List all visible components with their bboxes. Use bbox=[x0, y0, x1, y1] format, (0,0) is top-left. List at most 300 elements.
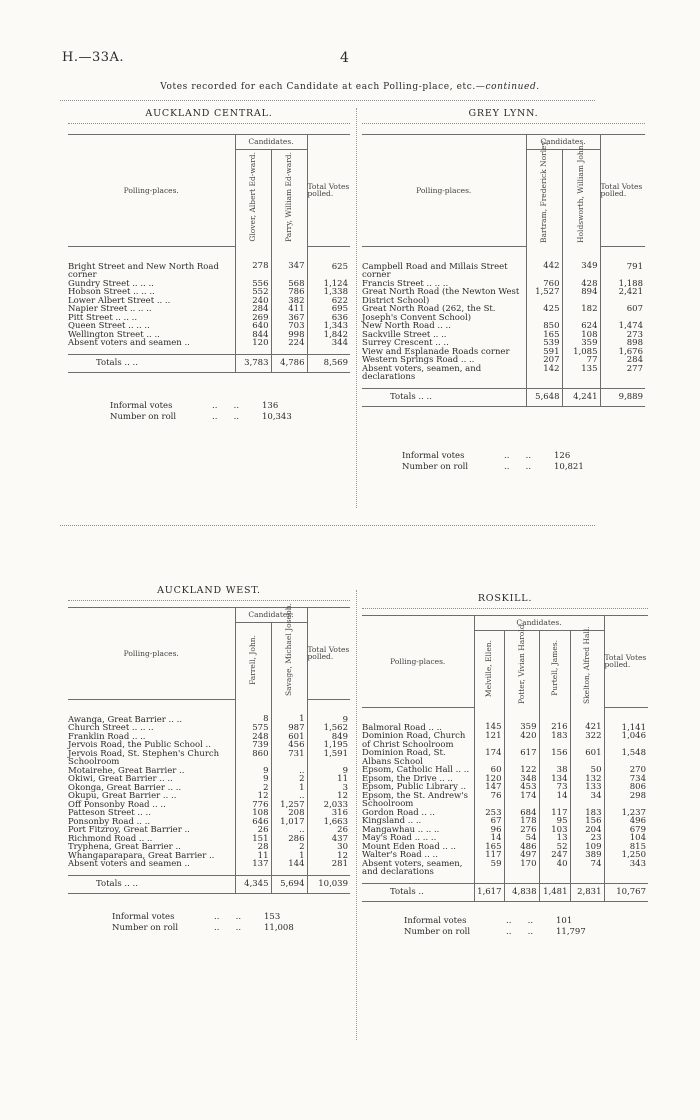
vote-count: 28 bbox=[235, 843, 271, 852]
row-total: 9 bbox=[307, 699, 350, 724]
table-row bbox=[362, 749, 648, 766]
number-on-roll-label: Number on roll bbox=[110, 412, 177, 422]
row-total: 26 bbox=[307, 826, 350, 835]
polling-place: Sackville Street .. .. bbox=[362, 329, 447, 340]
candidates-header: Candidates. bbox=[474, 616, 604, 631]
vote-count: 132 bbox=[570, 775, 604, 784]
row-total: 625 bbox=[307, 246, 350, 280]
title-rule bbox=[362, 123, 645, 124]
vote-count: 117 bbox=[474, 851, 504, 860]
polling-place: Dominion Road, St. Albans School bbox=[362, 748, 446, 767]
vote-count: 122 bbox=[504, 766, 539, 775]
vote-count: 601 bbox=[271, 733, 307, 742]
vote-count: 240 bbox=[235, 297, 271, 306]
vote-count: 998 bbox=[271, 331, 307, 340]
title-rule bbox=[68, 600, 350, 601]
vote-count: 54 bbox=[504, 834, 539, 843]
candidate-name: Parry, William Ed-ward. bbox=[284, 152, 294, 243]
vote-count: 14 bbox=[474, 834, 504, 843]
table-row bbox=[68, 699, 350, 724]
informal-votes-label: Informal votes bbox=[404, 916, 467, 926]
polling-place: Richmond Road .. .. bbox=[68, 833, 153, 844]
polling-place: Jervois Road, the Public School .. bbox=[68, 740, 211, 750]
polling-place: Whangaparapara, Great Barrier .. bbox=[68, 850, 215, 861]
vote-count: 174 bbox=[474, 749, 504, 766]
candidate-total: 1,481 bbox=[539, 883, 570, 902]
polling-place: Okonga, Great Barrier .. .. bbox=[68, 782, 182, 793]
row-total: 273 bbox=[600, 331, 645, 340]
grand-total: 10,767 bbox=[604, 883, 648, 902]
vote-count: 786 bbox=[271, 288, 307, 297]
vote-count: 12 bbox=[235, 792, 271, 801]
row-total: 1,188 bbox=[600, 280, 645, 289]
polling-place: Patteson Street .. .. bbox=[68, 808, 151, 818]
polling-place: Epsom, Catholic Hall .. .. bbox=[362, 765, 470, 775]
vote-count: .. bbox=[271, 792, 307, 801]
vote-count: 359 bbox=[562, 339, 600, 348]
polling-place: Campbell Road and Millais Street corner bbox=[362, 261, 508, 280]
total-votes-header: Total Votes polled. bbox=[600, 135, 645, 247]
vote-count: 2 bbox=[271, 775, 307, 784]
vote-count: 347 bbox=[271, 246, 307, 280]
vote-count: 207 bbox=[526, 356, 562, 365]
vote-count: .. bbox=[271, 767, 307, 776]
vote-count: 646 bbox=[235, 818, 271, 827]
totals-row bbox=[362, 388, 645, 407]
row-total: 284 bbox=[600, 356, 645, 365]
candidate-total: 2,831 bbox=[570, 883, 604, 902]
total-votes-header: Total Votes polled. bbox=[307, 608, 350, 700]
table-row bbox=[362, 365, 645, 389]
polling-place: Western Springs Road .. .. bbox=[362, 355, 475, 365]
row-total: 679 bbox=[604, 826, 648, 835]
row-total: 496 bbox=[604, 817, 648, 826]
row-total: 9 bbox=[307, 767, 350, 776]
grand-total: 8,569 bbox=[307, 354, 350, 373]
results-table bbox=[68, 603, 350, 896]
number-on-roll-value: 11,008 bbox=[264, 923, 294, 933]
vote-count: 420 bbox=[504, 732, 539, 749]
row-total: 1,663 bbox=[307, 818, 350, 827]
vote-count: 174 bbox=[504, 792, 539, 809]
vote-count: 170 bbox=[504, 860, 539, 884]
row-total: 1,591 bbox=[307, 750, 350, 767]
polling-place: Epsom, the St. Andrew's Schoolroom bbox=[362, 790, 468, 809]
vote-count: 156 bbox=[570, 817, 604, 826]
section-title: AUCKLAND WEST. bbox=[157, 585, 261, 596]
row-total: 1,842 bbox=[307, 331, 350, 340]
polling-place: Okiwi, Great Barrier .. .. bbox=[68, 774, 173, 784]
vote-count: 428 bbox=[562, 280, 600, 289]
row-total: 104 bbox=[604, 834, 648, 843]
vote-count: 96 bbox=[474, 826, 504, 835]
vote-count: 591 bbox=[526, 348, 562, 357]
row-total: 806 bbox=[604, 783, 648, 792]
vote-count: 11 bbox=[235, 852, 271, 861]
row-total: 1,195 bbox=[307, 741, 350, 750]
section-title: GREY LYNN. bbox=[468, 108, 539, 119]
row-total: 1,548 bbox=[604, 749, 648, 766]
vote-count: 216 bbox=[539, 707, 570, 732]
page-caption bbox=[0, 82, 700, 92]
number-on-roll-label: Number on roll bbox=[402, 462, 469, 472]
vote-count: 67 bbox=[474, 817, 504, 826]
vote-count: 640 bbox=[235, 322, 271, 331]
polling-place: Church Street .. .. .. bbox=[68, 723, 154, 733]
polling-place: Gundry Street .. .. .. bbox=[68, 278, 154, 289]
polling-place: Tryphena, Great Barrier .. bbox=[68, 842, 181, 852]
section-auckland-central bbox=[68, 108, 350, 423]
candidate-total: 4,241 bbox=[562, 388, 600, 407]
informal-votes-label: Informal votes bbox=[402, 451, 465, 461]
polling-place: Great North Road (the Newton West District School) bbox=[362, 287, 520, 306]
row-total: 277 bbox=[600, 365, 645, 389]
row-total: 607 bbox=[600, 305, 645, 322]
table-row bbox=[362, 288, 645, 305]
totals-label: Totals .. .. bbox=[68, 875, 235, 894]
row-total: 1,676 bbox=[600, 348, 645, 357]
vote-count: 144 bbox=[271, 860, 307, 875]
vote-count: 77 bbox=[562, 356, 600, 365]
row-total: 30 bbox=[307, 843, 350, 852]
table-row bbox=[68, 750, 350, 767]
candidate-total: 4,838 bbox=[504, 883, 539, 902]
table-row bbox=[362, 792, 648, 809]
candidate-total: 5,694 bbox=[271, 875, 307, 894]
row-total: 2,421 bbox=[600, 288, 645, 305]
vote-count: 1 bbox=[271, 784, 307, 793]
vote-count: 178 bbox=[504, 817, 539, 826]
vote-count: 165 bbox=[474, 843, 504, 852]
vote-count: 776 bbox=[235, 801, 271, 810]
table-row bbox=[362, 732, 648, 749]
informal-votes-value: 126 bbox=[554, 451, 571, 461]
table-row bbox=[362, 860, 648, 884]
results-table bbox=[362, 615, 648, 904]
results-table bbox=[68, 134, 350, 375]
vote-count: 120 bbox=[474, 775, 504, 784]
polling-place: View and Esplanade Roads corner bbox=[362, 346, 510, 357]
vote-count: 9 bbox=[235, 767, 271, 776]
polling-place: Motairehe, Great Barrier .. bbox=[68, 765, 185, 776]
vote-count: 38 bbox=[539, 766, 570, 775]
candidates-header: Candidates. bbox=[235, 608, 307, 623]
vote-count: 137 bbox=[235, 860, 271, 875]
totals-row bbox=[68, 354, 350, 373]
polling-place: Absent voters and seamen .. bbox=[68, 859, 190, 869]
section-title: AUCKLAND CENTRAL. bbox=[145, 108, 273, 119]
row-total: 622 bbox=[307, 297, 350, 306]
totals-row bbox=[362, 883, 648, 902]
vote-count: 26 bbox=[235, 826, 271, 835]
polling-place: Pitt Street .. .. .. bbox=[68, 312, 138, 323]
vote-count: 183 bbox=[539, 732, 570, 749]
row-total: 1,338 bbox=[307, 288, 350, 297]
vote-count: 601 bbox=[570, 749, 604, 766]
row-total: 11 bbox=[307, 775, 350, 784]
vote-count: 134 bbox=[539, 775, 570, 784]
vote-count: 703 bbox=[271, 322, 307, 331]
vote-count: 204 bbox=[570, 826, 604, 835]
candidates-header: Candidates. bbox=[526, 135, 600, 150]
table-row bbox=[362, 707, 648, 732]
total-votes-header: Total Votes polled. bbox=[307, 135, 350, 247]
vote-count: 247 bbox=[539, 851, 570, 860]
number-on-roll-label: Number on roll bbox=[112, 923, 179, 933]
section-divider-rule bbox=[60, 525, 595, 526]
vote-count: 348 bbox=[504, 775, 539, 784]
vote-count: 60 bbox=[474, 766, 504, 775]
polling-places-header: Polling-places. bbox=[362, 135, 526, 247]
row-total: 316 bbox=[307, 809, 350, 818]
vote-count: .. bbox=[271, 826, 307, 835]
vote-count: 497 bbox=[504, 851, 539, 860]
row-total: 3 bbox=[307, 784, 350, 793]
vote-count: 208 bbox=[271, 809, 307, 818]
row-total: 1,474 bbox=[600, 322, 645, 331]
vote-count: 23 bbox=[570, 834, 604, 843]
table-row bbox=[68, 339, 350, 354]
vote-count: 13 bbox=[539, 834, 570, 843]
polling-place: Hobson Street .. .. .. bbox=[68, 287, 155, 297]
polling-places-header: Polling-places. bbox=[68, 135, 235, 247]
row-total: 1,237 bbox=[604, 809, 648, 818]
informal-summary: Informal votes .. .. 136 Number on roll .. .. 10,343 bbox=[110, 401, 292, 422]
row-total: 298 bbox=[604, 792, 648, 809]
vote-count: 1,085 bbox=[562, 348, 600, 357]
polling-place: Lower Albert Street .. .. bbox=[68, 295, 171, 306]
vote-count: 142 bbox=[526, 365, 562, 389]
page-number: 4 bbox=[340, 50, 349, 66]
candidate-total: 1,617 bbox=[474, 883, 504, 902]
vote-count: 156 bbox=[539, 749, 570, 766]
row-total: 343 bbox=[604, 860, 648, 884]
vote-count: 74 bbox=[570, 860, 604, 884]
row-total: 1,562 bbox=[307, 724, 350, 733]
vote-count: 760 bbox=[526, 280, 562, 289]
totals-label: Totals .. .. bbox=[362, 388, 526, 407]
column-divider-bottom bbox=[356, 590, 357, 1040]
row-total: 849 bbox=[307, 733, 350, 742]
polling-place: Awanga, Great Barrier .. .. bbox=[68, 714, 183, 725]
number-on-roll-value: 11,797 bbox=[556, 927, 586, 937]
polling-place: May's Road .. .. .. bbox=[362, 833, 437, 843]
vote-count: 34 bbox=[570, 792, 604, 809]
results-table bbox=[362, 134, 645, 409]
grand-total: 10,039 bbox=[307, 875, 350, 894]
vote-count: 486 bbox=[504, 843, 539, 852]
row-total: 1,250 bbox=[604, 851, 648, 860]
vote-count: 425 bbox=[526, 305, 562, 322]
vote-count: 145 bbox=[474, 707, 504, 732]
grand-total: 9,889 bbox=[600, 388, 645, 407]
section-auckland-west bbox=[68, 585, 350, 934]
candidate-name: Holdsworth, William John. bbox=[576, 143, 586, 244]
vote-count: 135 bbox=[562, 365, 600, 389]
candidate-total: 5,648 bbox=[526, 388, 562, 407]
vote-count: 411 bbox=[271, 305, 307, 314]
polling-place: Port Fitzroy, Great Barrier .. bbox=[68, 825, 190, 835]
informal-votes-label: Informal votes bbox=[110, 401, 173, 411]
polling-place: Napier Street .. .. .. bbox=[68, 304, 152, 314]
row-total: 1,124 bbox=[307, 280, 350, 289]
row-total: 791 bbox=[600, 246, 645, 280]
candidate-name: Melville, Ellen. bbox=[484, 639, 494, 697]
polling-place: Queen Street .. .. .. bbox=[68, 321, 150, 331]
polling-place: Franklin Road .. .. bbox=[68, 731, 146, 742]
vote-count: 73 bbox=[539, 783, 570, 792]
vote-count: 9 bbox=[235, 775, 271, 784]
vote-count: 278 bbox=[235, 246, 271, 280]
row-total: 1,046 bbox=[604, 732, 648, 749]
vote-count: 382 bbox=[271, 297, 307, 306]
totals-row bbox=[68, 875, 350, 894]
vote-count: 276 bbox=[504, 826, 539, 835]
vote-count: 1,257 bbox=[271, 801, 307, 810]
vote-count: 1 bbox=[271, 852, 307, 861]
vote-count: 103 bbox=[539, 826, 570, 835]
informal-summary: Informal votes .. .. 153 Number on roll .. .. 11,008 bbox=[112, 912, 294, 933]
polling-place: Absent voters and seamen .. bbox=[68, 338, 190, 348]
vote-count: 442 bbox=[526, 246, 562, 280]
page-reference: H.—33A. bbox=[62, 50, 125, 65]
vote-count: 40 bbox=[539, 860, 570, 884]
vote-count: 850 bbox=[526, 322, 562, 331]
vote-count: 183 bbox=[570, 809, 604, 818]
vote-count: 1 bbox=[271, 699, 307, 724]
number-on-roll-value: 10,821 bbox=[554, 462, 584, 472]
vote-count: 108 bbox=[562, 331, 600, 340]
title-rule bbox=[362, 608, 648, 609]
vote-count: 52 bbox=[539, 843, 570, 852]
section-roskill bbox=[362, 593, 648, 938]
polling-place: Mangawhau .. .. .. bbox=[362, 824, 440, 835]
informal-votes-value: 153 bbox=[264, 912, 281, 922]
polling-place: New North Road .. .. bbox=[362, 321, 451, 331]
vote-count: 182 bbox=[562, 305, 600, 322]
row-total: 270 bbox=[604, 766, 648, 775]
row-total: 898 bbox=[600, 339, 645, 348]
polling-place: Epsom, Public Library .. bbox=[362, 782, 467, 792]
polling-place: Bright Street and New North Road corner bbox=[68, 261, 219, 280]
polling-place: Dominion Road, Church of Christ Schoolroom bbox=[362, 731, 466, 750]
vote-count: 349 bbox=[562, 246, 600, 280]
table-row bbox=[362, 305, 645, 322]
vote-count: 8 bbox=[235, 699, 271, 724]
vote-count: 739 bbox=[235, 741, 271, 750]
section-title: ROSKILL. bbox=[477, 593, 533, 604]
vote-count: 389 bbox=[570, 851, 604, 860]
candidate-name: Potter, Vivian Harold. bbox=[516, 622, 526, 705]
vote-count: 844 bbox=[235, 331, 271, 340]
vote-count: 133 bbox=[570, 783, 604, 792]
vote-count: 987 bbox=[271, 724, 307, 733]
candidate-total: 4,345 bbox=[235, 875, 271, 894]
vote-count: 269 bbox=[235, 314, 271, 323]
vote-count: 95 bbox=[539, 817, 570, 826]
candidates-header: Candidates. bbox=[235, 135, 307, 150]
polling-place: Great North Road (262, the St. Joseph's Convent School) bbox=[362, 304, 496, 323]
informal-summary: Informal votes .. .. 101 Number on roll .. .. 11,797 bbox=[404, 916, 586, 937]
vote-count: 552 bbox=[235, 288, 271, 297]
polling-place: Balmoral Road .. .. bbox=[362, 722, 442, 733]
candidate-name: Skelton, Alfred Hall. bbox=[582, 626, 592, 705]
row-total: 12 bbox=[307, 792, 350, 801]
candidate-name: Savage, Michael Joseph. bbox=[284, 603, 294, 697]
vote-count: 421 bbox=[570, 707, 604, 732]
vote-count: 731 bbox=[271, 750, 307, 767]
vote-count: 14 bbox=[539, 792, 570, 809]
vote-count: 109 bbox=[570, 843, 604, 852]
vote-count: 860 bbox=[235, 750, 271, 767]
vote-count: 1,017 bbox=[271, 818, 307, 827]
row-total: 344 bbox=[307, 339, 350, 354]
vote-count: 151 bbox=[235, 835, 271, 844]
totals-label: Totals .. bbox=[362, 883, 474, 902]
vote-count: 120 bbox=[235, 339, 271, 354]
polling-place: Off Ponsonby Road .. .. bbox=[68, 799, 166, 810]
candidate-name: Farrell, John. bbox=[248, 635, 258, 686]
vote-count: 359 bbox=[504, 707, 539, 732]
vote-count: 108 bbox=[235, 809, 271, 818]
polling-place: Francis Street .. .. .. bbox=[362, 278, 449, 289]
polling-place: Wellington Street .. .. bbox=[68, 329, 160, 340]
caption-main: Votes recorded for each Candidate at each Polling-place, etc.— bbox=[160, 82, 486, 92]
row-total: 281 bbox=[307, 860, 350, 875]
polling-places-header: Polling-places. bbox=[68, 608, 235, 700]
title-rule bbox=[68, 123, 350, 124]
row-total: 12 bbox=[307, 852, 350, 861]
vote-count: 59 bbox=[474, 860, 504, 884]
vote-count: 575 bbox=[235, 724, 271, 733]
vote-count: 568 bbox=[271, 280, 307, 289]
vote-count: 453 bbox=[504, 783, 539, 792]
polling-place: Absent voters, seamen, and declarations bbox=[362, 858, 463, 877]
row-total: 2,033 bbox=[307, 801, 350, 810]
vote-count: 539 bbox=[526, 339, 562, 348]
vote-count: 367 bbox=[271, 314, 307, 323]
row-total: 1,141 bbox=[604, 707, 648, 732]
polling-place: Okupu, Great Barrier .. .. bbox=[68, 791, 177, 801]
vote-count: 76 bbox=[474, 792, 504, 809]
vote-count: 147 bbox=[474, 783, 504, 792]
vote-count: 2 bbox=[271, 843, 307, 852]
table-row bbox=[68, 246, 350, 280]
polling-place: Jervois Road, St. Stephen's Church Schoolroom bbox=[68, 748, 220, 767]
vote-count: 556 bbox=[235, 280, 271, 289]
polling-place: Surrey Crescent .. .. bbox=[362, 338, 449, 348]
table-row bbox=[68, 860, 350, 875]
candidate-name: Purtell, James. bbox=[549, 640, 559, 697]
informal-votes-label: Informal votes bbox=[112, 912, 175, 922]
informal-summary: Informal votes .. .. 126 Number on roll .. .. 10,821 bbox=[402, 451, 584, 472]
row-total: 636 bbox=[307, 314, 350, 323]
total-votes-header: Total Votes polled. bbox=[604, 616, 648, 708]
informal-votes-value: 101 bbox=[556, 916, 573, 926]
row-total: 1,343 bbox=[307, 322, 350, 331]
candidate-name: Glover, Albert Ed-ward. bbox=[248, 152, 258, 243]
vote-count: 121 bbox=[474, 732, 504, 749]
row-total: 695 bbox=[307, 305, 350, 314]
vote-count: 322 bbox=[570, 732, 604, 749]
vote-count: 286 bbox=[271, 835, 307, 844]
vote-count: 117 bbox=[539, 809, 570, 818]
vote-count: 894 bbox=[562, 288, 600, 305]
polling-place: Gordon Road .. .. bbox=[362, 807, 435, 818]
number-on-roll-label: Number on roll bbox=[404, 927, 471, 937]
vote-count: 456 bbox=[271, 741, 307, 750]
polling-place: Ponsonby Road .. .. bbox=[68, 816, 151, 827]
